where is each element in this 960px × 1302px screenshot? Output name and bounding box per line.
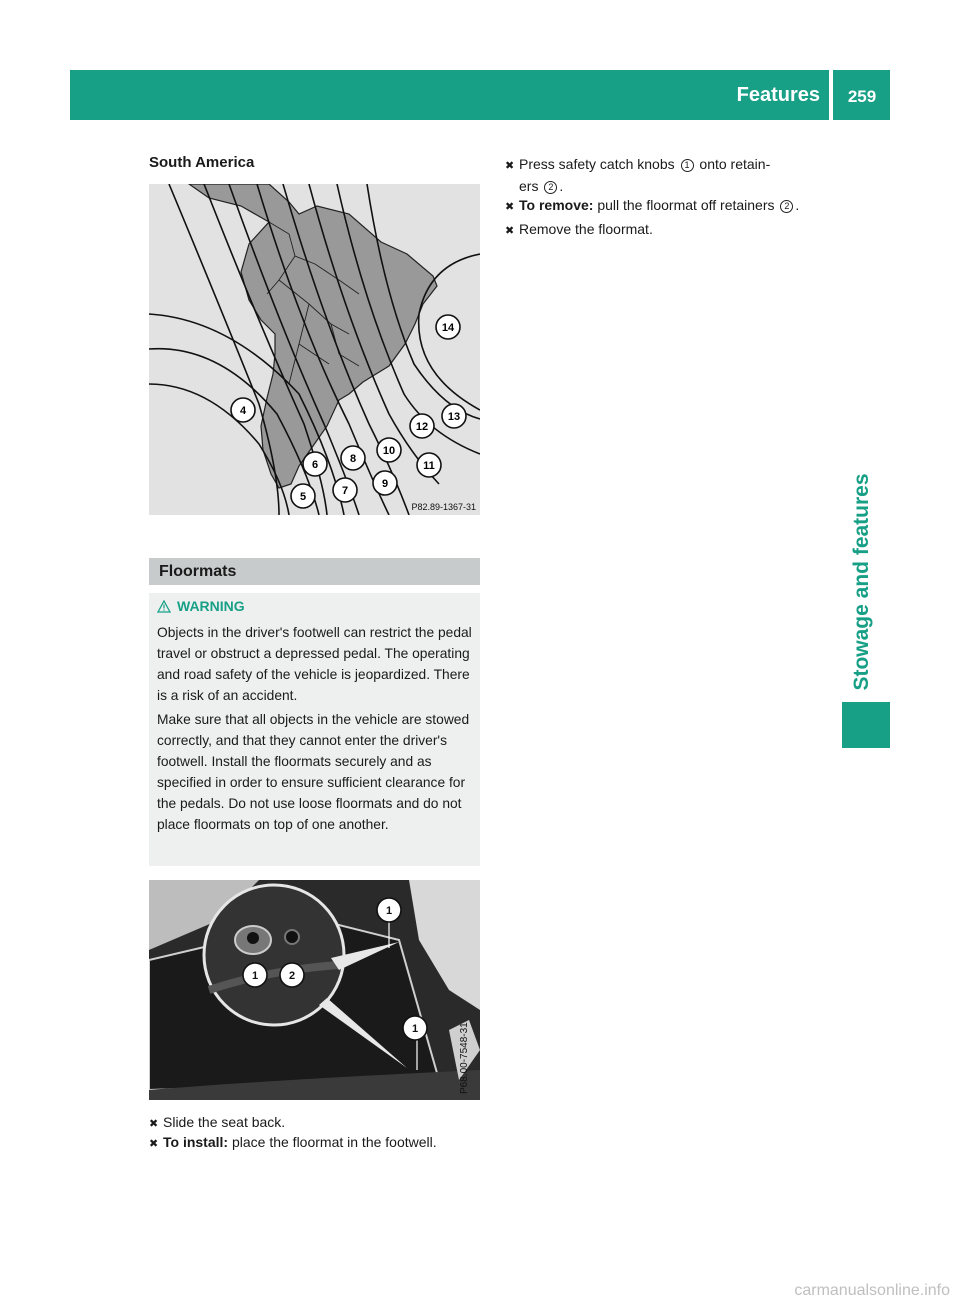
callout-knob	[243, 963, 267, 987]
floormats-heading-text: Floormats	[159, 563, 237, 580]
zone-label-11	[417, 453, 441, 477]
warning-label: WARNING	[177, 598, 245, 614]
callout-retainer-bottom	[403, 1016, 427, 1040]
svg-text:14: 14	[441, 322, 455, 334]
zone-label-12	[410, 414, 434, 438]
ref-callout-1: 1	[681, 159, 694, 172]
side-tab-label: Stowage and features	[850, 473, 873, 691]
ref-callout-2: 2	[780, 200, 793, 213]
step-remove: ✖ To remove: pull the floormat off retainers 2 .	[505, 195, 845, 217]
step-slide-seat: ✖ Slide the seat back.	[149, 1112, 484, 1134]
svg-text:12: 12	[415, 421, 429, 433]
warning-box	[149, 593, 480, 866]
header-title: Features	[736, 84, 820, 106]
zone-label-14	[436, 315, 460, 339]
zone-label-6	[303, 452, 327, 476]
section-title-south-america: South America	[149, 154, 255, 171]
zone-label-5	[291, 484, 315, 508]
side-tab-block	[842, 702, 890, 748]
page-number: 259	[847, 87, 877, 106]
step-press-knobs: ✖ Press safety catch knobs 1 onto retain- ers 2 .	[505, 156, 771, 194]
svg-text:8: 8	[349, 453, 357, 465]
floormat-illustration	[149, 880, 480, 1100]
arrow-right-icon: ✖	[149, 1118, 159, 1130]
zone-label-10	[377, 438, 401, 462]
callout-retainer	[280, 963, 304, 987]
callout-retainer-top	[377, 898, 401, 922]
step-install: ✖ To install: place the floormat in the footwell.	[149, 1132, 489, 1154]
south-america-zone-map	[149, 184, 480, 515]
arrow-right-icon: ✖	[505, 201, 515, 213]
svg-text:4: 4	[239, 405, 247, 417]
arrow-right-icon: ✖	[505, 160, 515, 172]
warning-paragraph-1: Objects in the driver's footwell can restrict the pedal travel or obstruct a depressed pedal. The operating and road safety of the vehicle is jeopardized. There is a risk of an accident.	[157, 625, 472, 703]
svg-text:10: 10	[382, 445, 396, 457]
step-remove-floormat: ✖ Remove the floormat.	[505, 219, 835, 241]
svg-text:7: 7	[341, 485, 349, 497]
svg-text:5: 5	[299, 491, 307, 503]
side-tab	[842, 452, 882, 712]
ref-callout-2: 2	[544, 181, 557, 194]
header-divider	[829, 70, 833, 120]
svg-text:9: 9	[381, 478, 389, 490]
warning-triangle-icon	[157, 600, 171, 613]
zone-label-4	[231, 398, 255, 422]
svg-text:11: 11	[423, 460, 435, 472]
svg-text:13: 13	[447, 411, 461, 423]
svg-text:2: 2	[288, 970, 296, 982]
zone-label-8	[341, 446, 365, 470]
svg-text:6: 6	[311, 459, 319, 471]
floormat-installation-photo	[149, 880, 480, 1100]
zone-label-7	[333, 478, 357, 502]
photo-image-code: P68.00-7548-31	[459, 1022, 470, 1094]
footer-watermark: carmanualsonline.info	[794, 1282, 950, 1299]
arrow-right-icon: ✖	[149, 1138, 159, 1150]
zone-label-13	[442, 404, 466, 428]
warning-header	[157, 598, 245, 614]
arrow-right-icon: ✖	[505, 225, 515, 237]
section-heading-floormats	[149, 558, 480, 585]
map-image-code: P82.89-1367-31	[411, 502, 476, 512]
warning-paragraph-2: Make sure that all objects in the vehicle are stowed correctly, and that they cannot enter the driver's footwell. Install the floormats securely and as specified in order to ensure sufficient clearance for the pedals. Do not use loose floormats and do not place floormats on top of one another.	[157, 712, 470, 832]
zone-label-9	[373, 471, 397, 495]
svg-text:1: 1	[385, 905, 393, 917]
map-illustration	[149, 184, 480, 515]
svg-text:1: 1	[251, 970, 259, 982]
svg-text:1: 1	[411, 1023, 419, 1035]
